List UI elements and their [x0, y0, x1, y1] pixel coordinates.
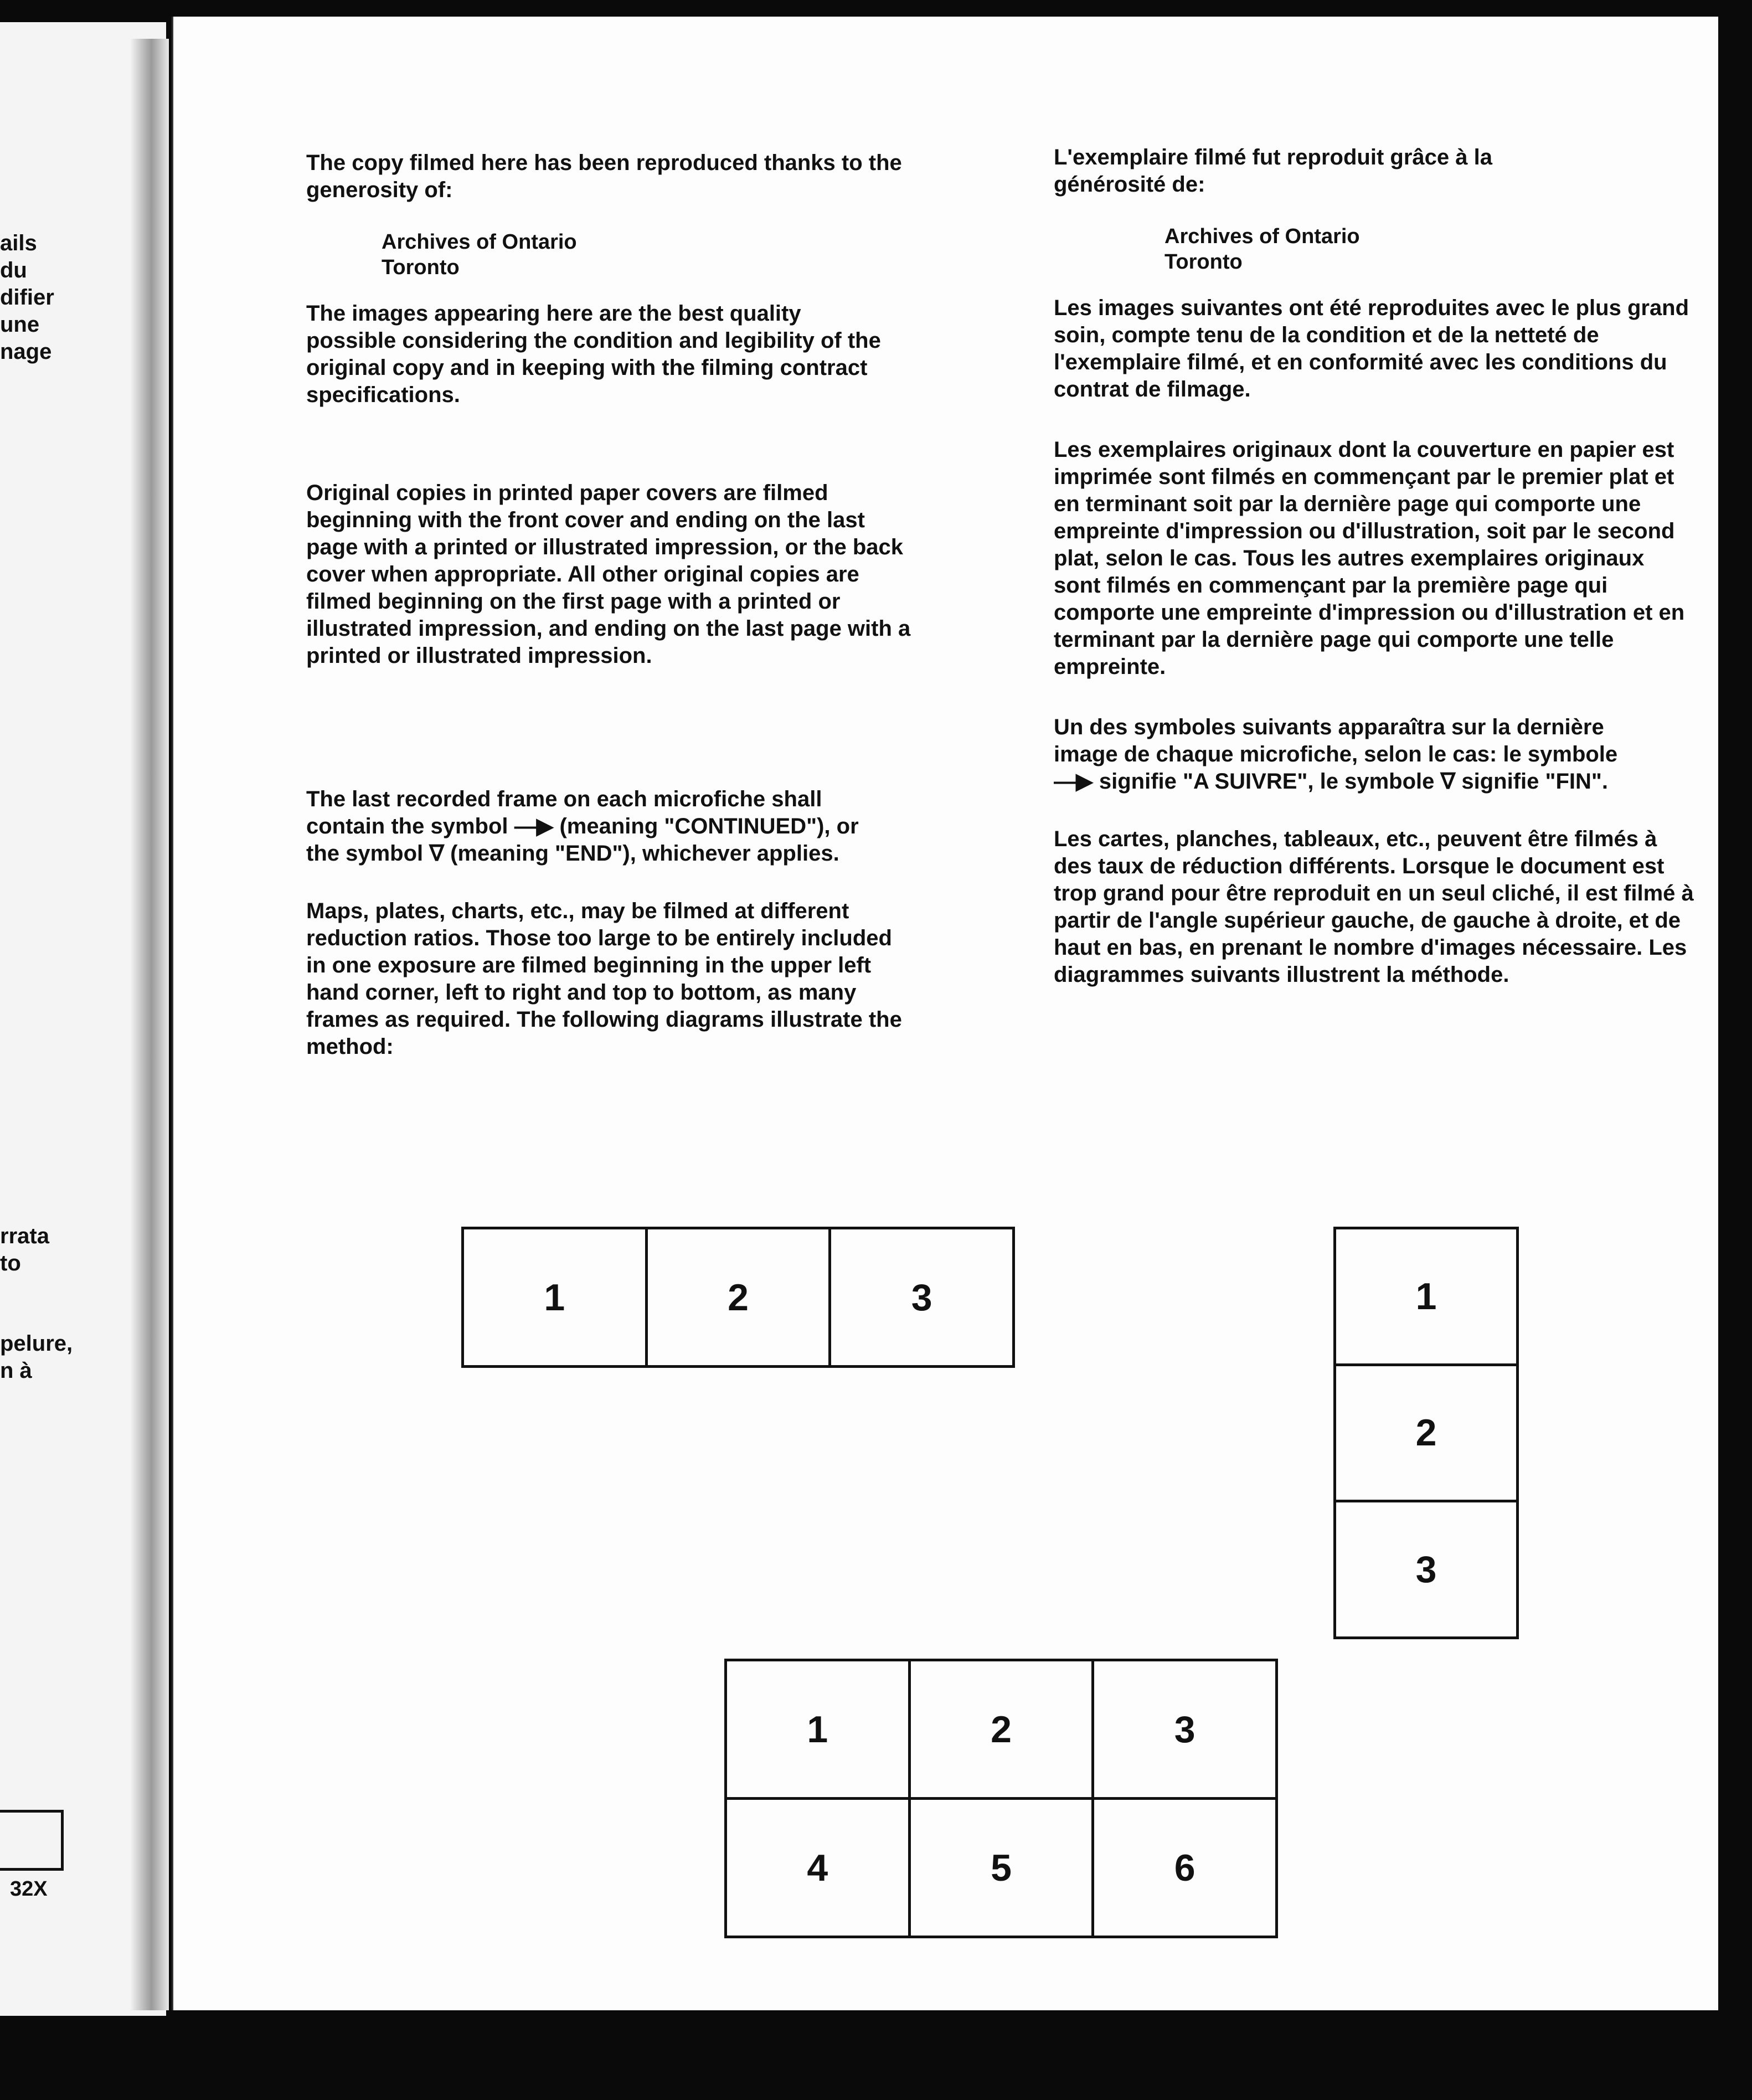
frame-cell: 3	[1093, 1660, 1277, 1799]
left-text-fragment: une	[0, 312, 40, 337]
frame-cell: 1	[726, 1660, 910, 1799]
images-paragraph: Les images suivantes ont été reproduites avec le plus grand soin, compte tenu de la condition et de la netteté de l'exemplaire filmé, et en conformité avec les conditions du contrat de filmage.	[1054, 296, 1689, 402]
frame-cell: 4	[726, 1799, 910, 1937]
left-text-fragment: difier	[0, 285, 54, 310]
left-text-fragment: du	[0, 258, 27, 282]
intro-text: The copy filmed here has been reproduced thanks to the generosity of:	[306, 151, 902, 202]
maps-paragraph: Maps, plates, charts, etc., may be filmed at different reduction ratios. Those too large to be entirely included in one exposure are filmed beginning in the upper left hand corner, left to right and top to bottom, as many frames as required. The following diagrams illustrate the method:	[306, 899, 902, 1059]
images-paragraph: The images appearing here are the best quality possible considering the condition and legibility of the original copy and in keeping with the filming contract specifications.	[306, 301, 881, 407]
left-text-fragment: rrata	[0, 1224, 49, 1248]
left-text-fragment: nage	[0, 339, 52, 364]
frame-cell: 2	[1335, 1365, 1518, 1501]
english-column	[306, 150, 937, 1061]
intro-text: L'exemplaire filmé fut reproduit grâce à la générosité de:	[1054, 145, 1492, 197]
original-copies-paragraph: Original copies in printed paper covers are filmed beginning with the front cover and ending on the last page with a printed or illustrated impression, or the back cover when appropriate. All other original copies are filmed beginning on the first page with a printed or illustrated impression, and ending on the last page with a printed or illustrated impression.	[306, 481, 911, 668]
diagram-horizontal-frames	[461, 1227, 1015, 1368]
left-text-fragment: ails	[0, 231, 37, 255]
diagram-vertical-frames	[1333, 1227, 1519, 1639]
symbols-paragraph: The last recorded frame on each microfiche shall contain the symbol —▶ (meaning "CONTINUED"), or the symbol ∇ (meaning "END"), whichever applies.	[306, 787, 859, 866]
page-gutter-shadow	[130, 39, 169, 2010]
archives-city: Toronto	[1164, 250, 1243, 274]
frame-cell: 6	[1093, 1799, 1277, 1937]
frame-cell: 5	[909, 1799, 1093, 1937]
left-text-fragment: to	[0, 1251, 21, 1275]
reduction-label: 32X	[10, 1877, 48, 1901]
frame-cell: 3	[1335, 1501, 1518, 1638]
left-page-box	[0, 1810, 64, 1871]
frame-cell: 2	[909, 1660, 1093, 1799]
left-text-fragment: pelure,	[0, 1331, 73, 1356]
original-copies-paragraph: Les exemplaires originaux dont la couverture en papier est imprimée sont filmés en commençant par le premier plat et en terminant soit par la dernière page qui comporte une empreinte d'impression ou d'illustration, soit par le second plat, selon le cas. Tous les autres exemplaires originaux sont filmés en commençant par la première page qui comporte une empreinte d'impression ou d'illustration et en terminant par la dernière page qui comporte une telle empreinte.	[1054, 437, 1685, 679]
frame-cell: 1	[1335, 1228, 1518, 1365]
french-column	[1054, 144, 1707, 989]
left-text-fragment: n à	[0, 1358, 32, 1383]
diagram-grid-frames	[724, 1659, 1278, 1938]
frame-cell: 1	[463, 1228, 647, 1367]
maps-paragraph: Les cartes, planches, tableaux, etc., peuvent être filmés à des taux de réduction différents. Lorsque le document est trop grand pour être reproduit en un seul cliché, il est filmé à partir de l'angle supérieur gauche, de gauche à droite, et de haut en bas, en prenant le nombre d'images nécessaire. Les diagrammes suivants illustrent la méthode.	[1054, 827, 1694, 987]
archives-name: Archives of Ontario	[1164, 225, 1360, 248]
frame-cell: 2	[646, 1228, 830, 1367]
archives-name: Archives of Ontario	[382, 230, 577, 254]
archives-city: Toronto	[382, 256, 460, 279]
symbols-paragraph: Un des symboles suivants apparaîtra sur la dernière image de chaque microfiche, selon le cas: le symbole —▶ signifie "A SUIVRE", le symbole ∇ signifie "FIN".	[1054, 715, 1618, 794]
frame-cell: 3	[830, 1228, 1014, 1367]
main-page	[172, 17, 1718, 2010]
